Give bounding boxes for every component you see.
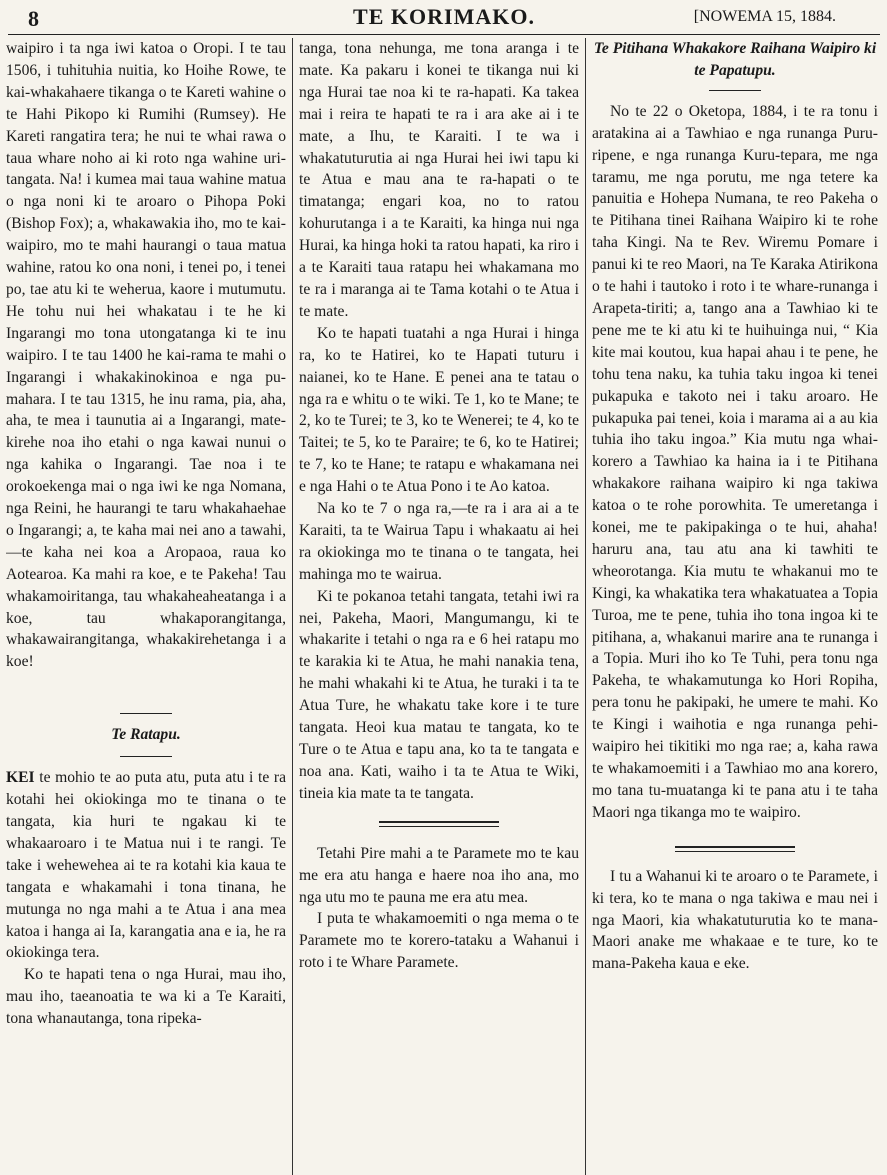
lead-word: KEI [6,769,35,787]
column-2 [299,38,579,1175]
section-title-te-ratapu: Te Ratapu. [111,726,181,744]
article-paragraph [6,767,286,964]
section-separator [120,756,172,757]
masthead-title: TE KORIMAKO. [353,4,535,29]
article-paragraph: Ko te hapati tena o nga Hurai, mau iho, mau iho, taeanoatia te wa ki a Te Karaiti, tona whanautanga, tona ripeka- [6,966,286,1028]
page-header [8,2,880,35]
article-paragraph: No te 22 o Oketopa, 1884, i te ra tonu i aratakina ai a Tawhiao e nga runanga Puru-ripene, e nga runanga Kuru-tepara, me nga taramu, me nga porutu, me nga tetere ka panuitia e Hohepa Numana, te reo Pakeha o te Pitihana tinei Raihana Waipiro ki te rohe taha Kingi. Na te Rev. Wiremu Pomare i panui ki te reo Maori, na Te Karaka Atirikona o te hahi i tautoko i roto i te whare-runanga i Arapeta-tiriti; a, tango ana a Tawhiao ki te pene me te ki atu ki te huihuinga nui, “ Kia kite mai koutou, kua hapai ahau i te pene, he tohu tena naku, ka tuhia taku ingoa ki tenei pukapuka e takoto nei i taku aroaro. He pukapuka pai tenei, koia i marama ai a au kia tuhia iho taku ingoa.” Kia mutu nga whai-korero a Tawhiao ka haina ia i te Pitihana whakakore raihana waipiro ki nga takiwa katoa o te rohe porowhita. Te umeretanga i konei, me te pakipakinga o te hui, ahaha! haruru ana, tau atu ana ki tawhiti te wheorotanga. Kia mutu te whakanui mo te Kingi, ka whakatika tera whakatuatea a Topia Turoa, me te pene, tuhia iho tona ingoa ki te pitihana, a, whakanui marire ana te runanga i a Topia. Muri iho ko Te Tuhi, pera tonu nga Pakeha, te whakamutunga ko Hori Ropiha, pera tonu he pakipaki, he umere te mahi. Ko te Kingi i waihotia e nga runanga pehi-waipiro hei tikitiki mo nga rae; a, kaha rawa te whakamoemiti i a Tawhiao mo ana korero, mo tana tu-muatanga ki te pana atu i te taha Maori nga tikanga mo te waipiro. [592,102,878,821]
article-paragraph: Na ko te 7 o nga ra,—te ra i ara ai a te Karaiti, ta te Wairua Tapu i whakaatu ai hei ra okiokinga mo te tinana o te tangata, hei mahinga mo te wairua. [299,500,579,583]
column-1 [6,38,286,1175]
article-paragraph: waipiro i ta nga iwi katoa o Oropi. I te tau 1506, i tuhituhia nuitia, ko Hoihe Rowe, te kai-whakahaere tikanga o te Kareti wahine o te Hahi Pikopo ki Rumihi (Rumsey). He Kareti rangatira tera; he nui te whai rawa o taua whare noho ai ki roto nga wahine uri-tangata. Na! i kumea mai taua wahine matua o nga noni ki te aroaro o Pihopa Poki (Bishop Fox); a, whakawakia iho, mo te kai-waipiro, mo te mahi haurangi o taua matua wahine, ratou ko ona noni, i tenei po, i tenei po, tae atu ki te weherua, kaore i mutumutu. He tohu nui hei whakatau i te he ki Ingarangi mo tona utongatanga ki te inu waipiro. I te tau 1400 he kai-rama te mahi o Ingarangi i whakakinokinoa e nga pu-mahara. I te tau 1315, he inu rama, pia, aha, aha, te mea i taunutia ai a Ingarangi, mate-kirehe noa iho etahi o nga kawai nunui o nga kahika o Ingarangi. Tae noa i te orokoekenga mai o nga iwi ke nga Nomana, nga Reini, he haurangi te taru whakahaehae o Ingarangi; a, te kaha mai nei ano a tawahi,—te kaha nei koa a Aropaoa, raua ko Aotearoa. Ka mahi ra koe, e te Pakeha! Tau whakamoiritanga, tau whakaheaheatanga i a koe, tau whakaporangitanga, whakawairangitanga, whakakirehetanga i a koe! [6,40,286,671]
dateline: [NOWEMA 15, 1884. [693,8,836,25]
article-paragraph: Tetahi Pire mahi a te Paramete mo te kau me era atu hanga e haere noa iho ana, mo nga utu mo te pauna me era atu mea. [299,844,579,906]
section-separator [120,713,172,714]
section-separator [709,90,761,91]
article-title-pitihana: Te Pitihana Whakakore Raihana Waipiro ki te Papatupu. [593,40,877,79]
double-rule-separator [675,846,795,852]
article-paragraph: I puta te whakamoemiti o nga mema o te Paramete mo te korero-tataku a Wahanui i roto i te Whare Paramete. [299,910,579,972]
article-paragraph: I tu a Wahanui ki te aroaro o te Paramete, i ki tera, ko te mana o nga takiwa e mau nei i nga Maori, kia whakatuturutia ko te mana-Maori anake me whakaae e te ture, ko te mana-Pakeha kaua e eke. [592,867,878,973]
paragraph-text: te mohio te ao puta atu, puta atu i te ra kotahi hei okiokinga mo te tinana o te tangata, kia huri te ngakau ki te whakaaroaro i te Matua nui i te rangi. Te take i wehewehea ai te ra kotahi kia kaua te tangata e whakamahi i tona tinana, he mutunga no nga mahi a te Atua i ana mea katoa i hanga ai Ia, karangatia ana e ia, he ra okiokinga tera. [6,769,286,962]
column-3 [592,38,878,1175]
article-paragraph: tanga, tona nehunga, me tona aranga i te mate. Ka pakaru i konei te tikanga nui ki nga Hurai tae noa ki te ra-hapati. Ka takea mai i reira te hapati te ra i ara ake ai i te mate, a Ihu, te Karaiti. I te wa i whakatuturutia ai nga Hurai hei iwi tapu ki te Atua e mau ana te ra-hapati o te timatanga; engari koa, no to ratou kohurutanga i a te Karaiti, ka hinga nui nga Hurai, ka hinga hoki ta ratou hapati, ka riro i a te Karaiti taua ratapu hei whakamana mo te ra i maranga ai te Tama kotahi o te Atua i te mate. [299,40,579,320]
column-divider-2 [585,38,586,1175]
double-rule-separator [379,821,499,827]
column-divider-1 [292,38,293,1175]
page-number: 8 [28,6,39,31]
article-paragraph: Ki te pokanoa tetahi tangata, tetahi iwi ra nei, Pakeha, Maori, Mangumangu, ki te whakarite i tetahi o nga ra e 6 hei ratapu mo te karakia ki te Atua, he mahi nanakia tena, he mahi whakahi ki te Atua, he turaki i ta te Atua Ture, he whakatu take kore i te ture tangata. Heoi kua matau te tangata, ko te Ture o te Atua e tapu ana, ko ta te tangata e noa ana. Kati, waiho i ta te Atua te Wiki, tineia kia mate ta te tangata. [299,587,579,802]
article-paragraph: Ko te hapati tuatahi a nga Hurai i hinga ra, ko te Hatirei, ko te Hapati tuturu i naianei, ko te Hane. E penei ana te tatau o nga ra e whitu o te wiki. Te 1, ko te Mane; te 2, ko te Turei; te 3, ko te Wenerei; te 4, ko te Taitei; te 5, ko te Paraire; te 6, ko te Hatirei; te 7, ko te Hane; te ratapu e whakamana nei e nga Hahi o te Atua Pono i te Ao katoa. [299,324,579,496]
